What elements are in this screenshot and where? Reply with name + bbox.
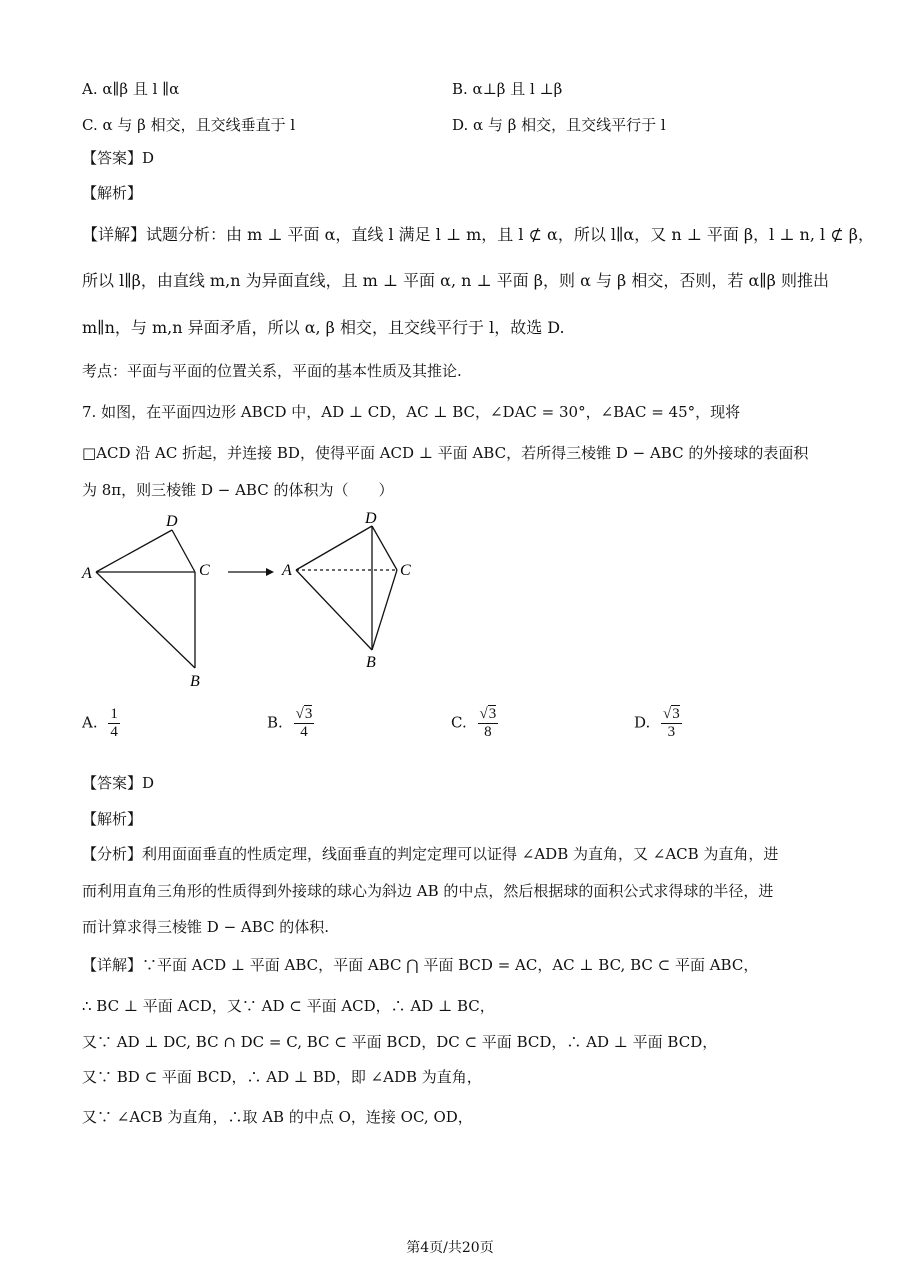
detail-6-line-1: 【详解】试题分析：由 m ⊥ 平面 α，直线 l 满足 l ⊥ m，且 l ⊄ α，所以 l∥α，又 n ⊥ 平面 β，l ⊥ n, l ⊄ β，: [82, 225, 874, 244]
detail-7-line-3: 又∵ AD ⊥ DC, BC ∩ DC = C, BC ⊂ 平面 BCD，DC ⊂ 平面 BCD，∴ AD ⊥ 平面 BCD，: [82, 1033, 718, 1051]
question-7-line-3: 为 8π，则三棱锥 D − ABC 的体积为（ ）: [82, 481, 394, 499]
label-left-c: C: [199, 562, 210, 579]
label-left-a: A: [82, 565, 92, 582]
option-6b: B. α⊥β 且 l ⊥β: [452, 80, 563, 98]
fraction-7b: $\frac{√3}{4}$: [295, 706, 313, 740]
label-right-b: B: [366, 654, 376, 671]
detail-7-line-1: 【详解】∵平面 ACD ⊥ 平面 ABC，平面 ABC ⋂ 平面 BCD = AC，AC ⊥ BC, BC ⊂ 平面 ABC，: [82, 956, 759, 974]
answer-7: 【答案】D: [82, 774, 155, 792]
analysis-label-7: 【解析】: [82, 810, 143, 828]
sqrt-icon: √3: [295, 706, 313, 722]
analysis-label-6: 【解析】: [82, 184, 143, 202]
fenxi-7-line-2: 而利用直角三角形的性质得到外接球的球心为斜边 AB 的中点，然后根据球的面积公式求得球的半径，进: [82, 882, 774, 900]
option-7c: C. $\frac{√3}{8}$: [451, 706, 497, 740]
page-footer: 第4页/共20页: [406, 1240, 494, 1256]
option-6d: D. α 与 β 相交，且交线平行于 l: [452, 116, 666, 134]
fraction-7a: $\frac{1}{4}$: [110, 706, 118, 740]
option-6c: C. α 与 β 相交，且交线垂直于 l: [82, 116, 296, 134]
label-right-c: C: [400, 562, 411, 579]
option-7a: A. $\frac{1}{4}$: [82, 706, 118, 740]
question-7-line-1: 7. 如图，在平面四边形 ABCD 中，AD ⊥ CD，AC ⊥ BC，∠DAC = 30°，∠BAC = 45°，现将: [82, 403, 741, 421]
label-left-d: D: [166, 513, 178, 530]
sqrt-icon: √3: [479, 706, 497, 722]
question-7-line-2: □ACD 沿 AC 折起，并连接 BD，使得平面 ACD ⊥ 平面 ABC，若所得三棱锥 D − ABC 的外接球的表面积: [82, 444, 809, 462]
tetrahedron: [296, 526, 397, 650]
arrow-icon: [228, 568, 274, 576]
detail-6-line-3: m∥n，与 m,n 异面矛盾，所以 α, β 相交，且交线平行于 l，故选 D.: [82, 318, 565, 337]
fold-figure: [80, 508, 440, 693]
fraction-7c: $\frac{√3}{8}$: [479, 706, 497, 740]
label-right-a: A: [282, 562, 292, 579]
detail-7-line-4: 又∵ BD ⊂ 平面 BCD，∴ AD ⊥ BD，即 ∠ADB 为直角，: [82, 1068, 482, 1086]
label-left-b: B: [190, 673, 200, 690]
fraction-7d: $\frac{√3}{3}$: [663, 706, 680, 740]
detail-7-line-5: 又∵ ∠ACB 为直角，∴取 AB 的中点 O，连接 OC, OD，: [82, 1108, 473, 1126]
label-right-d: D: [365, 510, 377, 527]
sqrt-icon: √3: [663, 706, 680, 722]
kaodian-6: 考点：平面与平面的位置关系，平面的基本性质及其推论.: [82, 362, 462, 380]
fenxi-7-line-1: 【分析】利用面面垂直的性质定理，线面垂直的判定定理可以证得 ∠ADB 为直角，又 ∠ACB 为直角，进: [82, 845, 779, 863]
option-7b: B. $\frac{√3}{4}$: [267, 706, 313, 740]
answer-6: 【答案】D: [82, 149, 155, 167]
option-6a: A. α∥β 且 l ∥α: [82, 80, 180, 98]
planar-quadrilateral: [96, 530, 195, 668]
option-7d: D. $\frac{√3}{3}$: [634, 706, 680, 740]
detail-7-line-2: ∴ BC ⊥ 平面 ACD，又∵ AD ⊂ 平面 ACD，∴ AD ⊥ BC，: [82, 997, 495, 1015]
detail-6-line-2: 所以 l∥β，由直线 m,n 为异面直线，且 m ⊥ 平面 α, n ⊥ 平面 β，则 α 与 β 相交，否则，若 α∥β 则推出: [82, 271, 829, 290]
fenxi-7-line-3: 而计算求得三棱锥 D − ABC 的体积.: [82, 918, 330, 936]
